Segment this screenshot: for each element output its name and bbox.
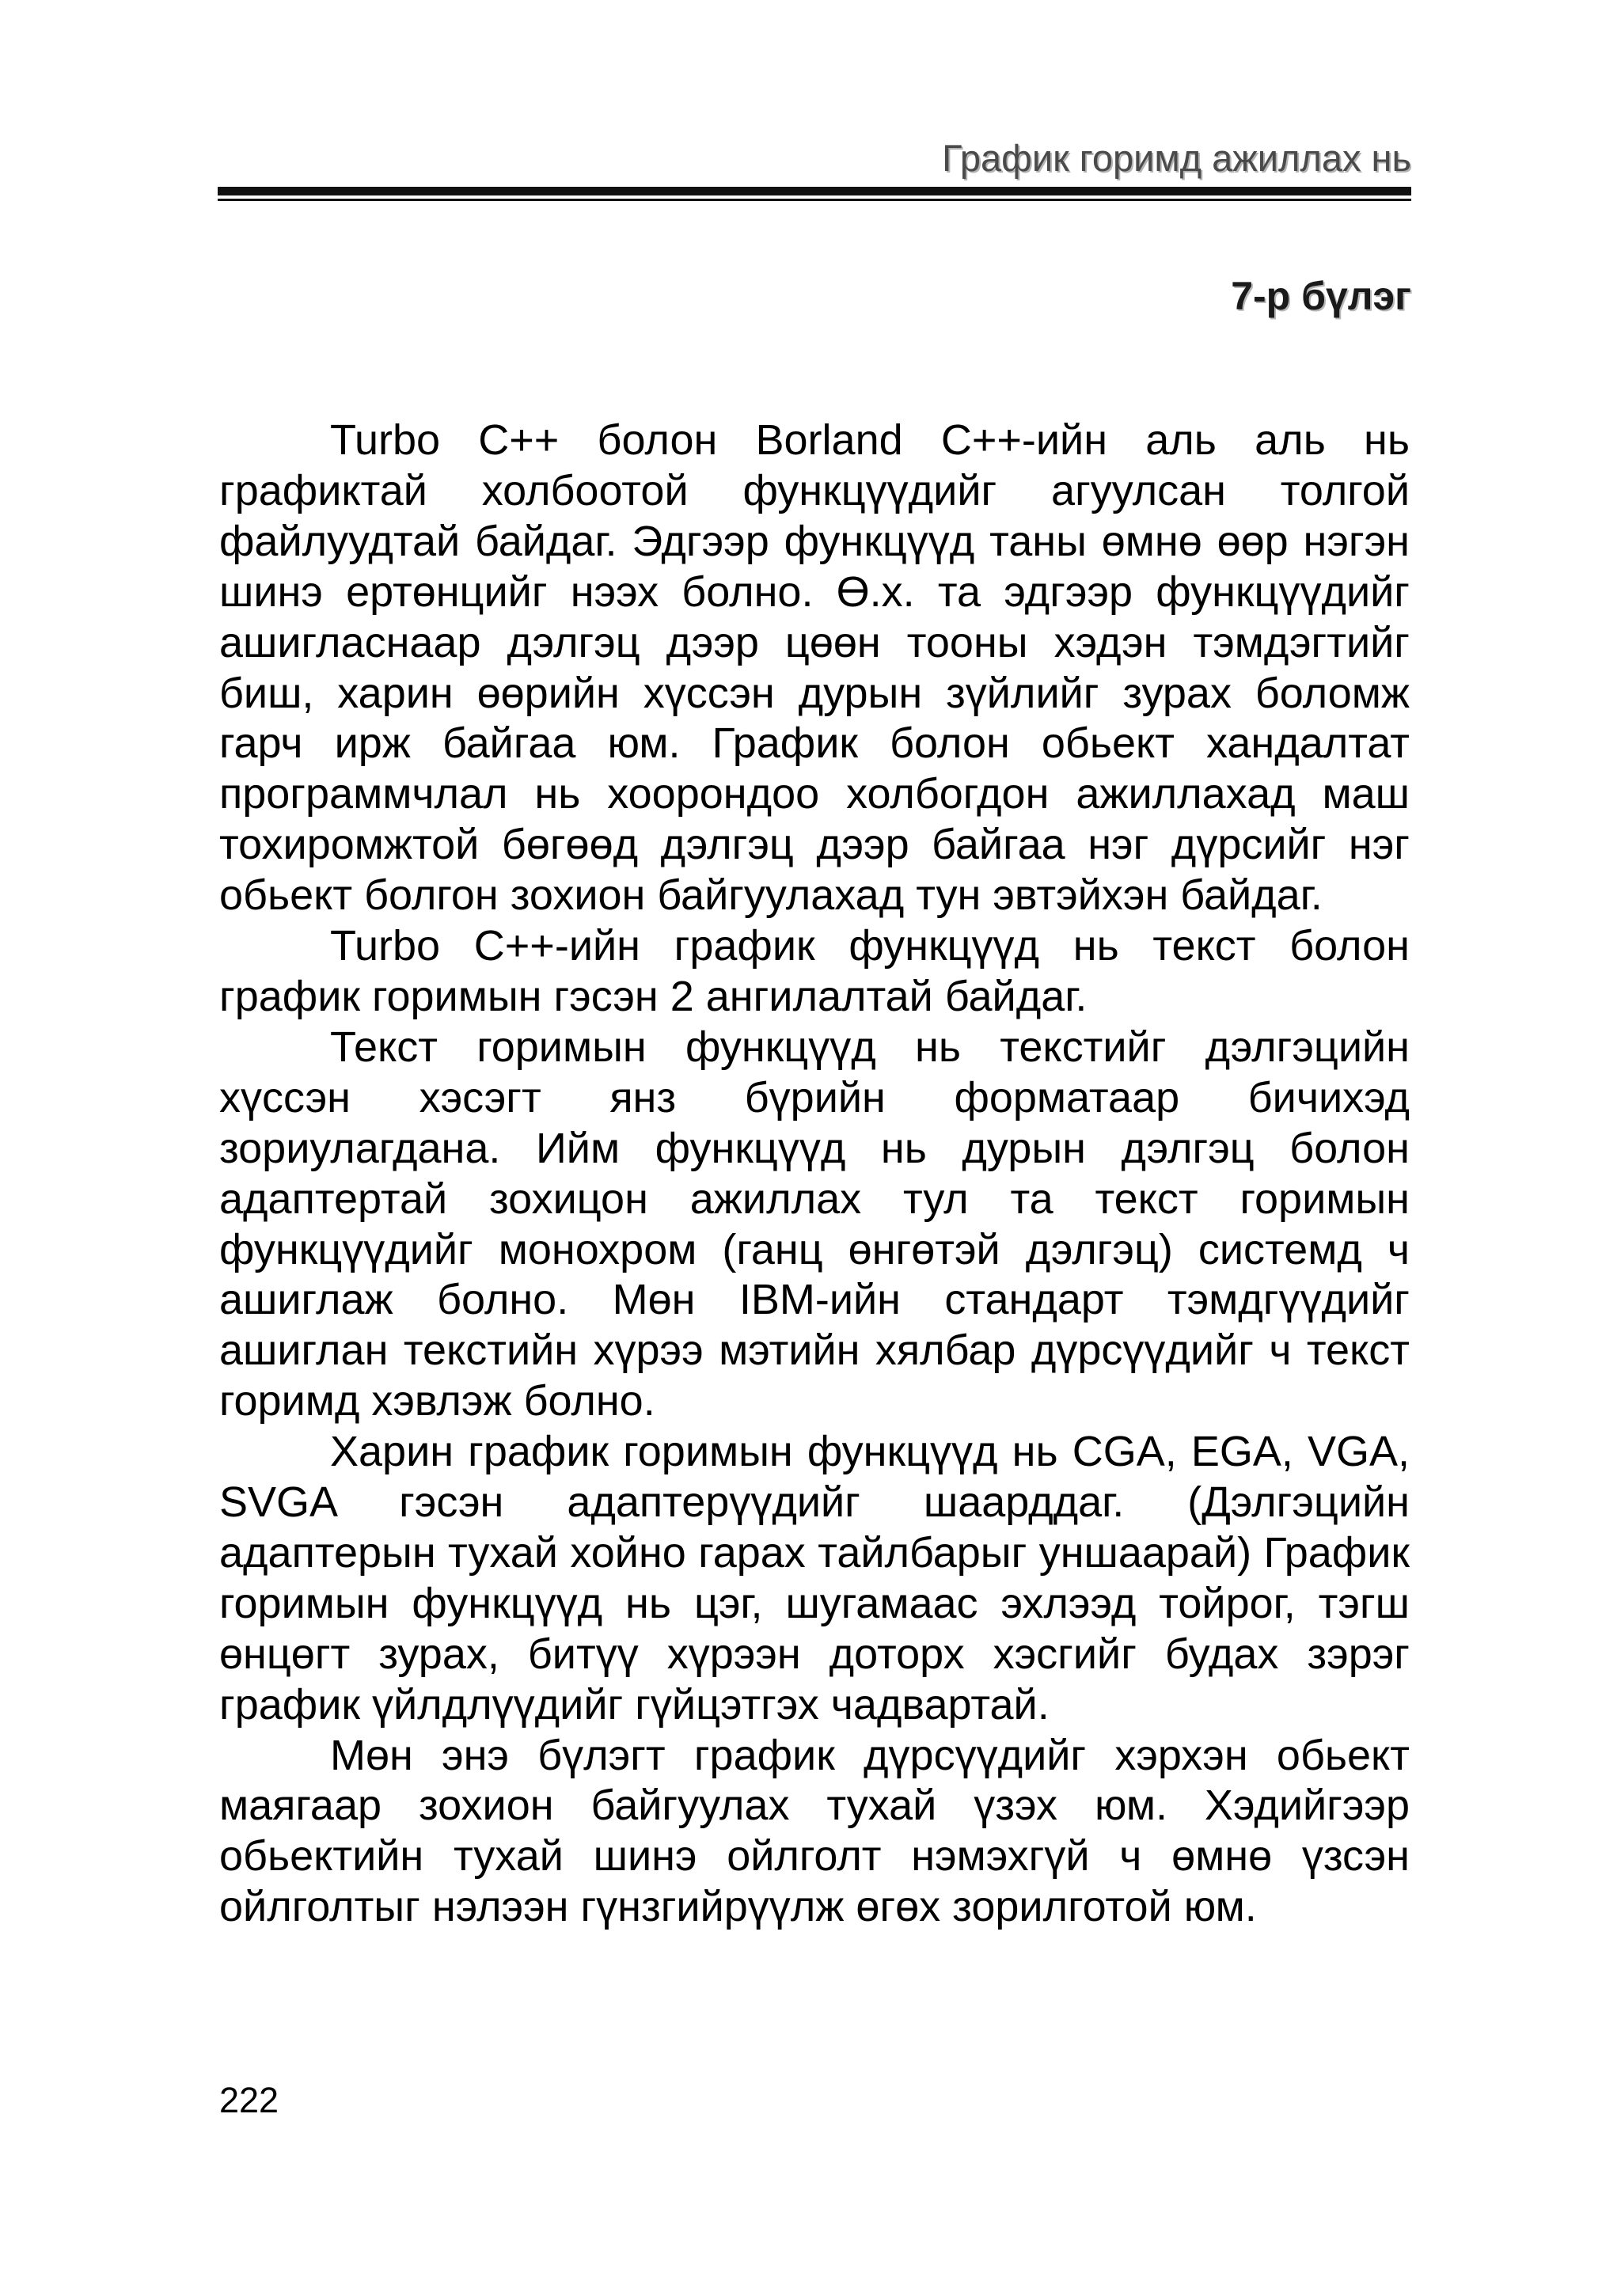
paragraph: Turbo C++-ийн график функцүүд нь текст болон график горимын гэсэн 2 ангилалтай байдаг. xyxy=(219,922,1410,1020)
paragraph: Мөн энэ бүлэгт график дүрсүүдийг хэрхэн обьект маягаар зохион байгуулах тухай үзэх юм. Хэдийгээр обьектийн тухай шинэ ойлголт нэмэхгүй ч өмнө үзсэн ойлголтыг нэлээн гүнзгийрүүлж өгөх зорилготой юм. xyxy=(219,1731,1410,1931)
paragraph: Текст горимын функцүүд нь текстийг дэлгэцийн хүссэн хэсэгт янз бүрийн форматаар бичихэд зориулагдана. Ийм функцүүд нь дурын дэлгэц болон адаптертай зохицон ажиллах тул та текст горимын функцүүдийг монохром (ганц өнгөтэй дэлгэц) системд ч ашиглаж болно. Мөн IBM-ийн стандарт тэмдгүүдийг ашиглан текстийн хүрээ мэтийн хялбар дүрсүүдийг ч текст горимд хэвлэж болно. xyxy=(219,1023,1410,1425)
paragraph: Харин график горимын функцүүд нь CGA, EGA, VGA, SVGA гэсэн адаптерүүдийг шаарддаг. (Дэлгэцийн адаптерын тухай хойно гарах тайлбарыг уншаарай) График горимын функцүүд нь цэг, шугамаас эхлээд тойрог, тэгш өнцөгт зурах, битүү хүрээн доторх хэсгийг будах зэрэг график үйлдлүүдийг гүйцэтгэх чадвартай. xyxy=(219,1428,1410,1729)
running-header-title: График горимд ажиллах нь xyxy=(942,137,1411,179)
page-number: 222 xyxy=(219,2080,279,2120)
paragraph: Turbo C++ болон Borland C++-ийн аль аль нь графиктай холбоотой функцүүдийг агуулсан толгой файлуудтай байдаг. Эдгээр функцүүд таны өмнө өөр нэгэн шинэ ертөнцийг нээх болно. Ө.х. та эдгээр функцүүдийг ашигласнаар дэлгэц дээр цөөн тооны хэдэн тэмдэгтийг биш, харин өөрийн хүссэн дурын зүйлийг зурах боломж гарч ирж байгаа юм. График болон обьект хандалтат программчлал нь хоорондоо холбогдон ажиллахад маш тохиромжтой бөгөөд дэлгэц дээр байгаа нэг дүрсийг нэг обьект болгон зохион байгуулахад тун эвтэйхэн байдаг. xyxy=(219,416,1410,920)
header-rule-thin xyxy=(218,199,1411,201)
chapter-title: 7-р бүлэг xyxy=(1231,274,1411,318)
body-text xyxy=(219,416,1410,1933)
header-rule-thick xyxy=(218,187,1411,195)
